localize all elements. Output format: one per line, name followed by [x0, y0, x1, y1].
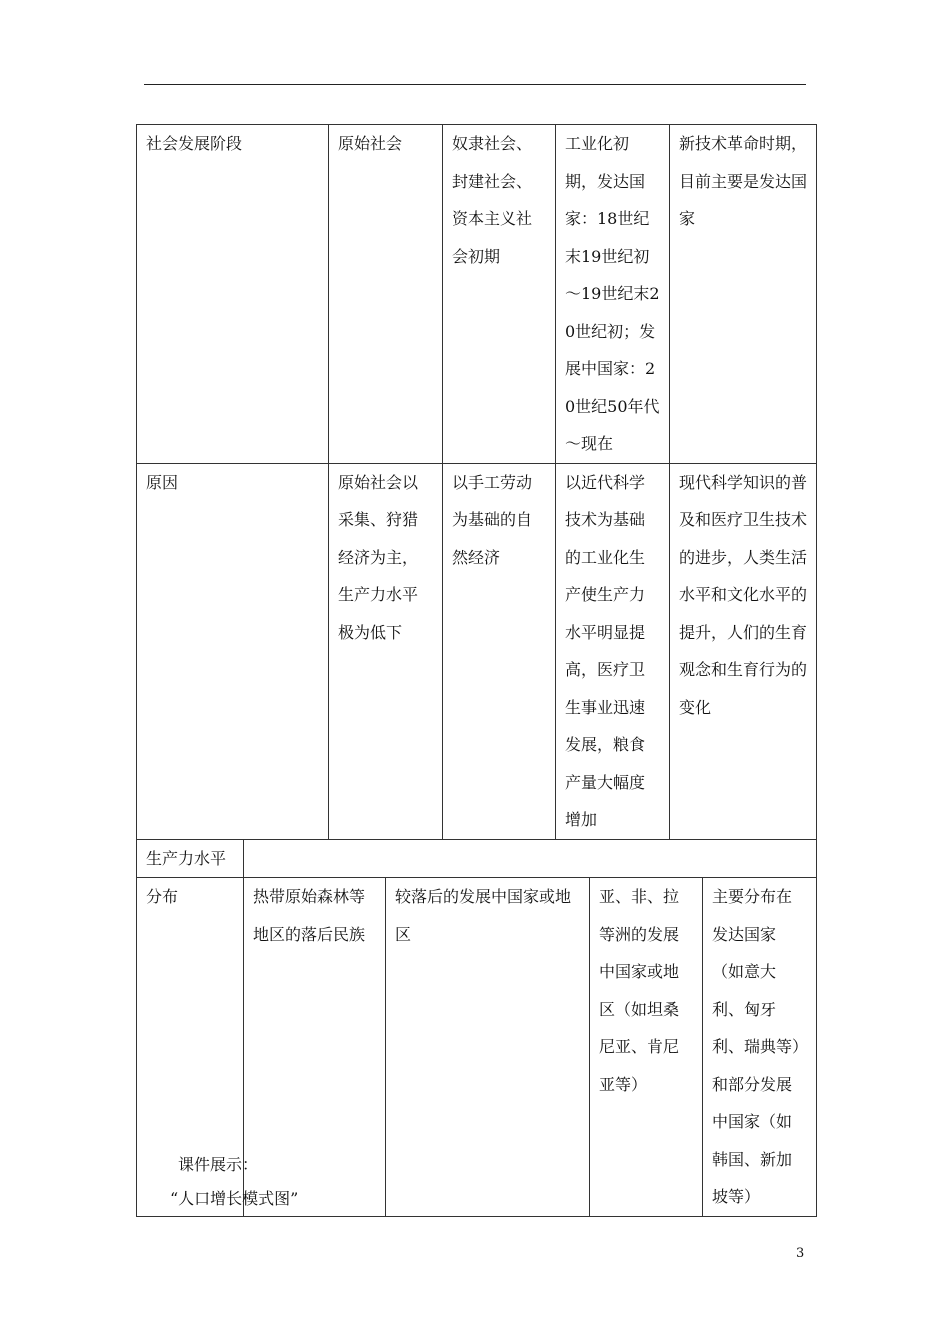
- table-cell: 热带原始森林等地区的落后民族: [244, 878, 386, 1217]
- table-row: [137, 125, 817, 464]
- row-header-stage: 社会发展阶段: [137, 125, 329, 464]
- page-number: 3: [796, 1246, 805, 1261]
- caption-figure-title: “人口增长模式图”: [170, 1189, 299, 1208]
- row-header-distribution: 分布: [137, 878, 244, 1217]
- table-row: [137, 463, 817, 839]
- table-cell: 奴隶社会、封建社会、资本主义社会初期: [443, 125, 556, 464]
- table-cell: [244, 839, 817, 878]
- table-cell: 主要分布在发达国家（如意大利、匈牙利、瑞典等）和部分发展中国家（如韩国、新加坡等）: [703, 878, 817, 1217]
- header-rule: [144, 84, 806, 85]
- table-cell: 新技术革命时期，目前主要是发达国家: [670, 125, 817, 464]
- row-header-productivity: 生产力水平: [137, 839, 244, 878]
- row-header-cause: 原因: [137, 463, 329, 839]
- table-upper: [136, 124, 817, 840]
- table-cell: 以近代科学技术为基础的工业化生产使生产力水平明显提高，医疗卫生事业迅速发展，粮食产量大幅度增加: [556, 463, 670, 839]
- table-cell: 较落后的发展中国家或地区: [386, 878, 590, 1217]
- table-row: [137, 839, 817, 878]
- table-cell: 原始社会以采集、狩猎经济为主，生产力水平极为低下: [329, 463, 443, 839]
- caption-courseware: 课件展示：: [178, 1155, 259, 1174]
- table-cell: 工业化初期，发达国家：18世纪末19世纪初～19世纪末20世纪初；发展中国家：20世纪50年代～现在: [556, 125, 670, 464]
- table-cell: 现代科学知识的普及和医疗卫生技术的进步，人类生活水平和文化水平的提升，人们的生育观念和生育行为的变化: [670, 463, 817, 839]
- table-cell: 以手工劳动为基础的自然经济: [443, 463, 556, 839]
- table-cell: 原始社会: [329, 125, 443, 464]
- table-cell: 亚、非、拉等洲的发展中国家或地区（如坦桑尼亚、肯尼亚等）: [590, 878, 703, 1217]
- population-table: [136, 124, 816, 1217]
